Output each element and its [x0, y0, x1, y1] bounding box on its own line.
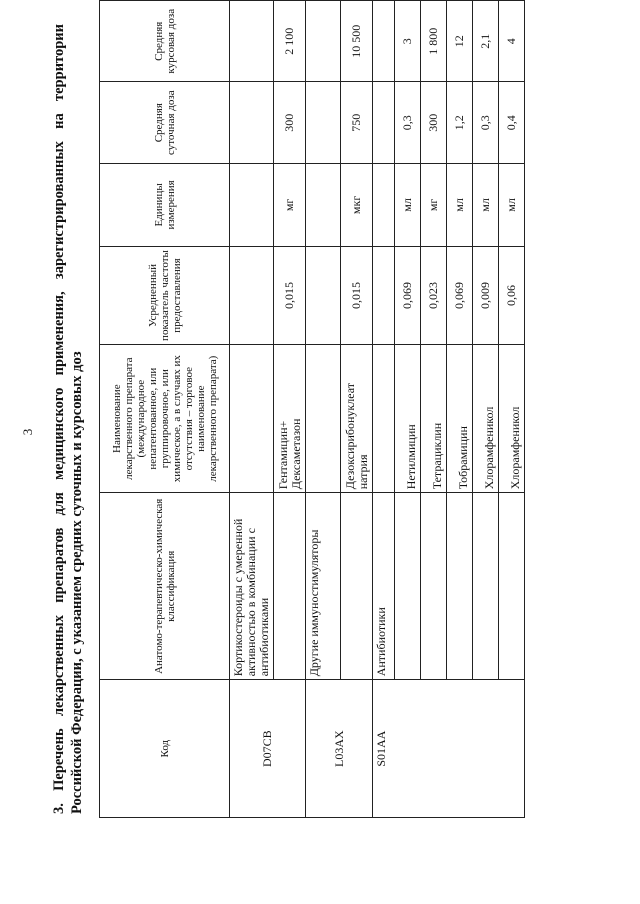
group-row: [373, 1, 395, 818]
header-unit: Единицы измерения: [100, 163, 230, 246]
drug-name: Дезоксирибонуклеат натрия: [341, 345, 373, 493]
header-row: [100, 1, 230, 818]
group-row: [306, 1, 341, 818]
course-dose: 1 800: [421, 1, 447, 82]
drug-table: [99, 0, 525, 818]
heading-line-1: 3. Перечень лекарственных препаратов для медицинского применения, зарегистрированных на территории: [51, 24, 67, 814]
header-name: Наименование лекарственного препарата (международное непатентованное, или группировочное, или химическое, а в случаях их отсутствия – торговое наименование лекарственного препарата): [100, 345, 230, 493]
group-row: [230, 1, 274, 818]
daily-dose: 300: [421, 82, 447, 163]
group-atc: Антибиотики: [373, 493, 395, 680]
header-code: Код: [100, 680, 230, 818]
unit: мг: [274, 163, 306, 246]
drug-name: Тобрамицин: [447, 345, 473, 493]
frequency: 0,069: [395, 246, 421, 344]
section-heading: [50, 24, 86, 814]
frequency: 0,06: [499, 246, 525, 344]
unit: мл: [395, 163, 421, 246]
daily-dose: 750: [341, 82, 373, 163]
drug-name: Нетилмицин: [395, 345, 421, 493]
header-course-dose: Средняя курсовая доза: [100, 1, 230, 82]
frequency: 0,023: [421, 246, 447, 344]
course-dose: 2,1: [473, 1, 499, 82]
course-dose: 12: [447, 1, 473, 82]
course-dose: 10 500: [341, 1, 373, 82]
drug-name: Тетрациклин: [421, 345, 447, 493]
unit: мл: [499, 163, 525, 246]
daily-dose: 1,2: [447, 82, 473, 163]
header-daily-dose: Средняя суточная доза: [100, 82, 230, 163]
page-number: 3: [20, 428, 35, 436]
group-code: D07CB: [230, 680, 306, 818]
daily-dose: 0,3: [395, 82, 421, 163]
unit: мг: [421, 163, 447, 246]
unit: мкг: [341, 163, 373, 246]
header-atc: Анатомо-терапевтическо-химическая классификация: [100, 493, 230, 680]
unit: мл: [473, 163, 499, 246]
course-dose: 3: [395, 1, 421, 82]
frequency: 0,015: [274, 246, 306, 344]
frequency: 0,015: [341, 246, 373, 344]
daily-dose: 0,3: [473, 82, 499, 163]
group-atc: Кортикостероиды с умеренной активностью в комбинации с антибиотиками: [230, 493, 274, 680]
drug-name: Хлорамфеникол: [499, 345, 525, 493]
course-dose: 2 100: [274, 1, 306, 82]
heading-line-2: Российской Федерации, с указанием средних суточных и курсовых доз: [69, 351, 85, 814]
drug-name: Хлорамфеникол: [473, 345, 499, 493]
course-dose: 4: [499, 1, 525, 82]
header-frequency: Усредненный показатель частоты предоставления: [100, 246, 230, 344]
group-code: L03AX: [306, 680, 373, 818]
unit: мл: [447, 163, 473, 246]
group-code: S01AA: [373, 680, 525, 818]
daily-dose: 300: [274, 82, 306, 163]
frequency: 0,009: [473, 246, 499, 344]
group-atc: Другие иммуностимуляторы: [306, 493, 341, 680]
drug-name: Гентамицин+ Дексаметазон: [274, 345, 306, 493]
daily-dose: 0,4: [499, 82, 525, 163]
frequency: 0,069: [447, 246, 473, 344]
